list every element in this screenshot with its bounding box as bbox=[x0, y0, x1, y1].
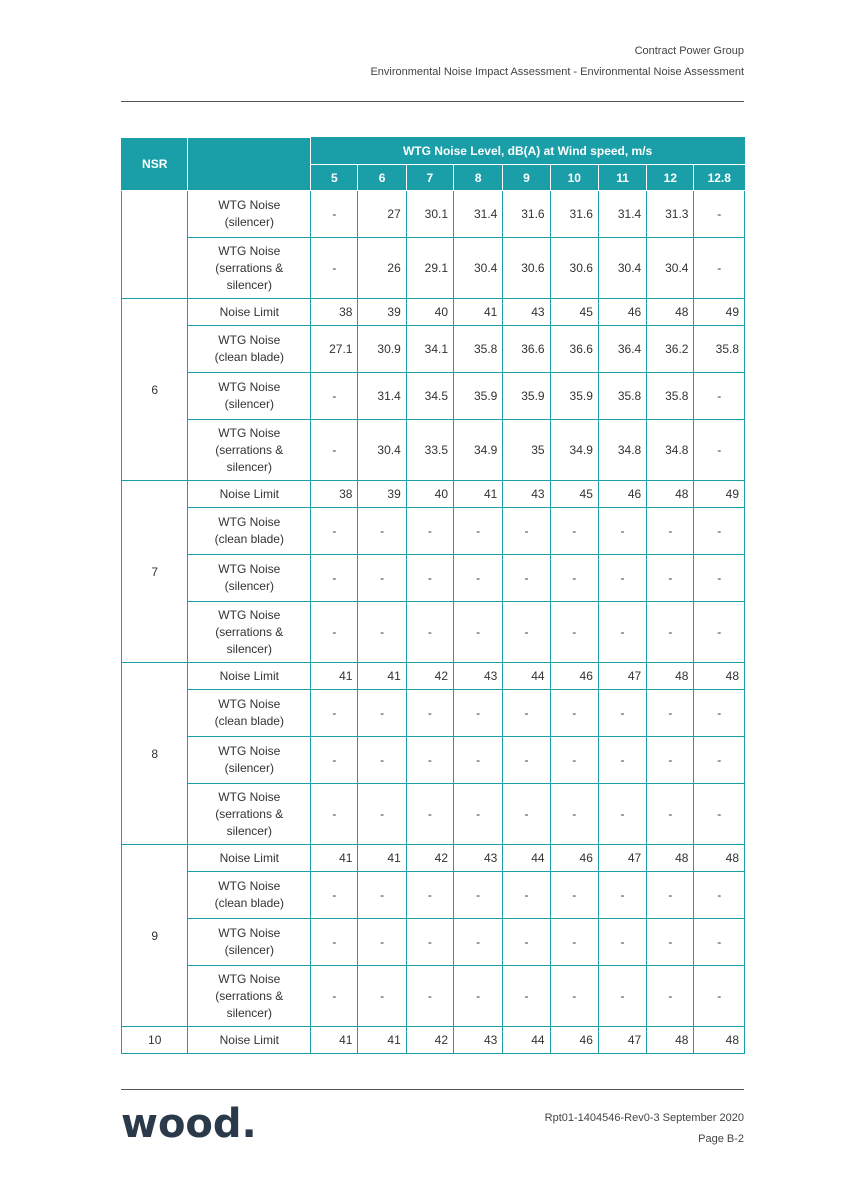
header-rule bbox=[121, 101, 744, 102]
value-cell: - bbox=[358, 872, 406, 919]
value-cell: - bbox=[406, 508, 453, 555]
nsr-cell: 10 bbox=[122, 1027, 188, 1054]
value-cell: 31.4 bbox=[454, 191, 503, 238]
table-row bbox=[122, 737, 745, 784]
row-label bbox=[188, 299, 311, 326]
value-cell: - bbox=[694, 784, 745, 845]
row-label bbox=[188, 420, 311, 481]
value-cell: - bbox=[598, 555, 646, 602]
value-cell: 46 bbox=[550, 845, 598, 872]
value-cell: - bbox=[550, 966, 598, 1027]
row-label bbox=[188, 784, 311, 845]
value-cell: 39 bbox=[358, 299, 406, 326]
value-cell: - bbox=[550, 737, 598, 784]
value-cell: - bbox=[598, 690, 646, 737]
row-label-line: (silencer) bbox=[224, 579, 274, 593]
value-cell: 35.9 bbox=[550, 373, 598, 420]
value-cell: 36.2 bbox=[647, 326, 694, 373]
row-label-line: (serrations & bbox=[215, 442, 284, 457]
value-cell: - bbox=[550, 690, 598, 737]
row-label bbox=[188, 555, 311, 602]
table-row bbox=[122, 326, 745, 373]
value-cell: - bbox=[503, 737, 550, 784]
row-label-line: (clean blade) bbox=[214, 350, 284, 364]
row-label bbox=[188, 845, 311, 872]
value-cell: 49 bbox=[694, 299, 745, 326]
value-cell: - bbox=[406, 966, 453, 1027]
value-cell: - bbox=[311, 966, 358, 1027]
row-label-line: (clean blade) bbox=[214, 532, 284, 546]
value-cell: - bbox=[694, 508, 745, 555]
row-label-line: WTG Noise bbox=[218, 879, 281, 893]
value-cell: - bbox=[406, 555, 453, 602]
value-cell: - bbox=[694, 690, 745, 737]
value-cell: - bbox=[311, 238, 358, 299]
value-cell: - bbox=[358, 555, 406, 602]
value-cell: - bbox=[311, 737, 358, 784]
row-label-line: (serrations & bbox=[215, 988, 284, 1003]
value-cell: - bbox=[647, 737, 694, 784]
value-cell: 41 bbox=[311, 845, 358, 872]
wind-speed-header: 9 bbox=[503, 165, 550, 191]
row-label bbox=[188, 373, 311, 420]
row-label bbox=[188, 737, 311, 784]
table-header-row bbox=[122, 138, 745, 165]
value-cell: - bbox=[503, 872, 550, 919]
value-cell: - bbox=[550, 872, 598, 919]
header-report-title: Environmental Noise Impact Assessment - Environmental Noise Assessment bbox=[370, 66, 744, 78]
value-cell: - bbox=[550, 555, 598, 602]
row-label-line: WTG Noise bbox=[218, 425, 281, 440]
value-cell: 46 bbox=[598, 481, 646, 508]
value-cell: 29.1 bbox=[406, 238, 453, 299]
value-cell: - bbox=[406, 919, 453, 966]
value-cell: - bbox=[550, 508, 598, 555]
value-cell: 40 bbox=[406, 481, 453, 508]
value-cell: 41 bbox=[311, 1027, 358, 1054]
value-cell: 34.9 bbox=[550, 420, 598, 481]
value-cell: 47 bbox=[598, 663, 646, 690]
value-cell: - bbox=[647, 966, 694, 1027]
value-cell: 48 bbox=[647, 663, 694, 690]
value-cell: 49 bbox=[694, 481, 745, 508]
value-cell: - bbox=[358, 919, 406, 966]
value-cell: 39 bbox=[358, 481, 406, 508]
value-cell: 47 bbox=[598, 845, 646, 872]
row-label-line: silencer) bbox=[226, 277, 272, 292]
value-cell: 48 bbox=[647, 1027, 694, 1054]
row-label-line: WTG Noise bbox=[218, 607, 281, 622]
value-cell: - bbox=[454, 690, 503, 737]
value-cell: - bbox=[647, 555, 694, 602]
value-cell: 30.9 bbox=[358, 326, 406, 373]
row-label bbox=[188, 919, 311, 966]
row-label-line: silencer) bbox=[226, 1005, 272, 1020]
row-label bbox=[188, 508, 311, 555]
row-label-line: WTG Noise bbox=[218, 971, 281, 986]
value-cell: 48 bbox=[694, 663, 745, 690]
value-cell: - bbox=[694, 737, 745, 784]
value-cell: - bbox=[694, 555, 745, 602]
row-label-line: Noise Limit bbox=[219, 1032, 279, 1047]
value-cell: 27.1 bbox=[311, 326, 358, 373]
value-cell: 34.5 bbox=[406, 373, 453, 420]
value-cell: - bbox=[503, 784, 550, 845]
value-cell: 31.6 bbox=[503, 191, 550, 238]
table-row bbox=[122, 919, 745, 966]
row-label-line: Noise Limit bbox=[219, 486, 279, 501]
wood-logo: wood. bbox=[121, 1101, 257, 1147]
noise-level-table bbox=[121, 137, 745, 1054]
nsr-header: NSR bbox=[122, 138, 188, 191]
table-row bbox=[122, 373, 745, 420]
row-label-line: Noise Limit bbox=[219, 304, 279, 319]
table-row bbox=[122, 481, 745, 508]
value-cell: - bbox=[454, 555, 503, 602]
value-cell: - bbox=[311, 784, 358, 845]
value-cell: - bbox=[454, 784, 503, 845]
value-cell: - bbox=[598, 919, 646, 966]
value-cell: 44 bbox=[503, 663, 550, 690]
value-cell: - bbox=[358, 508, 406, 555]
value-cell: 48 bbox=[647, 845, 694, 872]
value-cell: 34.8 bbox=[598, 420, 646, 481]
value-cell: 35.8 bbox=[598, 373, 646, 420]
value-cell: - bbox=[598, 784, 646, 845]
value-cell: - bbox=[503, 602, 550, 663]
value-cell: - bbox=[694, 373, 745, 420]
value-cell: 41 bbox=[311, 663, 358, 690]
value-cell: - bbox=[694, 919, 745, 966]
value-cell: - bbox=[647, 784, 694, 845]
value-cell: 34.8 bbox=[647, 420, 694, 481]
row-label-line: silencer) bbox=[226, 641, 272, 656]
row-label-line: WTG Noise bbox=[218, 198, 281, 212]
row-label-line: WTG Noise bbox=[218, 515, 281, 529]
value-cell: - bbox=[406, 737, 453, 784]
row-label bbox=[188, 238, 311, 299]
value-cell: 46 bbox=[550, 1027, 598, 1054]
value-cell: - bbox=[503, 966, 550, 1027]
value-cell: 41 bbox=[454, 481, 503, 508]
footer-report-ref: Rpt01-1404546-Rev0-3 September 2020 bbox=[544, 1112, 744, 1124]
value-cell: 26 bbox=[358, 238, 406, 299]
value-cell: 36.6 bbox=[550, 326, 598, 373]
table-row bbox=[122, 845, 745, 872]
value-cell: - bbox=[550, 784, 598, 845]
value-cell: 45 bbox=[550, 481, 598, 508]
wind-speed-header: 10 bbox=[550, 165, 598, 191]
value-cell: 34.1 bbox=[406, 326, 453, 373]
value-cell: 48 bbox=[647, 299, 694, 326]
value-cell: - bbox=[454, 919, 503, 966]
value-cell: 48 bbox=[694, 1027, 745, 1054]
row-label-line: (clean blade) bbox=[214, 714, 284, 728]
wind-speed-header: 12.8 bbox=[694, 165, 745, 191]
value-cell: - bbox=[694, 872, 745, 919]
row-label bbox=[188, 966, 311, 1027]
table-row bbox=[122, 690, 745, 737]
value-cell: - bbox=[503, 919, 550, 966]
row-label bbox=[188, 663, 311, 690]
row-label-line: (serrations & bbox=[215, 624, 284, 639]
row-label-line: WTG Noise bbox=[218, 562, 281, 576]
row-label-line: WTG Noise bbox=[218, 380, 281, 394]
value-cell: - bbox=[647, 872, 694, 919]
row-label-line: (clean blade) bbox=[214, 896, 284, 910]
row-label-line: (serrations & bbox=[215, 806, 284, 821]
value-cell: - bbox=[550, 602, 598, 663]
value-cell: - bbox=[694, 191, 745, 238]
value-cell: 43 bbox=[454, 1027, 503, 1054]
value-cell: - bbox=[406, 784, 453, 845]
row-label bbox=[188, 690, 311, 737]
value-cell: 38 bbox=[311, 481, 358, 508]
value-cell: 44 bbox=[503, 845, 550, 872]
value-cell: - bbox=[311, 555, 358, 602]
value-cell: 47 bbox=[598, 1027, 646, 1054]
wind-speed-header: 11 bbox=[598, 165, 646, 191]
value-cell: 30.6 bbox=[503, 238, 550, 299]
row-label-line: WTG Noise bbox=[218, 243, 281, 258]
value-cell: 41 bbox=[454, 299, 503, 326]
table-body bbox=[122, 191, 745, 1054]
wind-speed-banner: WTG Noise Level, dB(A) at Wind speed, m/s bbox=[311, 138, 745, 165]
row-label bbox=[188, 872, 311, 919]
value-cell: 31.4 bbox=[358, 373, 406, 420]
value-cell: 30.4 bbox=[358, 420, 406, 481]
wind-speed-header: 6 bbox=[358, 165, 406, 191]
value-cell: 38 bbox=[311, 299, 358, 326]
row-label-line: (silencer) bbox=[224, 761, 274, 775]
value-cell: 30.1 bbox=[406, 191, 453, 238]
value-cell: - bbox=[647, 690, 694, 737]
value-cell: - bbox=[358, 690, 406, 737]
value-cell: - bbox=[311, 690, 358, 737]
value-cell: 35.8 bbox=[694, 326, 745, 373]
value-cell: 44 bbox=[503, 1027, 550, 1054]
nsr-cell: 7 bbox=[122, 481, 188, 663]
value-cell: 31.4 bbox=[598, 191, 646, 238]
value-cell: 46 bbox=[550, 663, 598, 690]
value-cell: 41 bbox=[358, 1027, 406, 1054]
value-cell: - bbox=[503, 690, 550, 737]
table-row bbox=[122, 966, 745, 1027]
value-cell: 42 bbox=[406, 1027, 453, 1054]
header-company: Contract Power Group bbox=[634, 45, 744, 57]
value-cell: 41 bbox=[358, 845, 406, 872]
value-cell: - bbox=[598, 737, 646, 784]
row-label-line: WTG Noise bbox=[218, 926, 281, 940]
value-cell: - bbox=[406, 602, 453, 663]
value-cell: - bbox=[358, 784, 406, 845]
row-label bbox=[188, 1027, 311, 1054]
table-row bbox=[122, 602, 745, 663]
row-label-line: (silencer) bbox=[224, 215, 274, 229]
row-label-line: WTG Noise bbox=[218, 333, 281, 347]
table-row bbox=[122, 238, 745, 299]
table-row bbox=[122, 555, 745, 602]
row-label-line: silencer) bbox=[226, 823, 272, 838]
nsr-cell: 6 bbox=[122, 299, 188, 481]
row-label-header bbox=[188, 138, 311, 191]
nsr-cell: 8 bbox=[122, 663, 188, 845]
value-cell: 48 bbox=[694, 845, 745, 872]
value-cell: - bbox=[406, 690, 453, 737]
row-label-line: (silencer) bbox=[224, 397, 274, 411]
value-cell: 43 bbox=[503, 481, 550, 508]
value-cell: 33.5 bbox=[406, 420, 453, 481]
value-cell: 35 bbox=[503, 420, 550, 481]
footer-rule bbox=[121, 1089, 744, 1090]
value-cell: - bbox=[550, 919, 598, 966]
value-cell: 42 bbox=[406, 663, 453, 690]
value-cell: - bbox=[694, 966, 745, 1027]
value-cell: 35.8 bbox=[647, 373, 694, 420]
wind-speed-header: 7 bbox=[406, 165, 453, 191]
value-cell: - bbox=[647, 919, 694, 966]
nsr-cell: 9 bbox=[122, 845, 188, 1027]
value-cell: - bbox=[454, 966, 503, 1027]
value-cell: 31.3 bbox=[647, 191, 694, 238]
value-cell: 43 bbox=[454, 845, 503, 872]
row-label-line: (silencer) bbox=[224, 943, 274, 957]
wind-speed-header: 12 bbox=[647, 165, 694, 191]
value-cell: - bbox=[454, 872, 503, 919]
row-label-line: WTG Noise bbox=[218, 697, 281, 711]
value-cell: - bbox=[454, 508, 503, 555]
wind-speed-header: 8 bbox=[454, 165, 503, 191]
value-cell: 30.4 bbox=[647, 238, 694, 299]
value-cell: - bbox=[694, 238, 745, 299]
table-row bbox=[122, 508, 745, 555]
value-cell: 45 bbox=[550, 299, 598, 326]
table-row bbox=[122, 299, 745, 326]
value-cell: - bbox=[358, 602, 406, 663]
footer-page-number: Page B-2 bbox=[698, 1133, 744, 1145]
value-cell: 30.6 bbox=[550, 238, 598, 299]
value-cell: - bbox=[358, 966, 406, 1027]
value-cell: 43 bbox=[454, 663, 503, 690]
value-cell: 36.6 bbox=[503, 326, 550, 373]
row-label bbox=[188, 191, 311, 238]
value-cell: 27 bbox=[358, 191, 406, 238]
value-cell: - bbox=[406, 872, 453, 919]
value-cell: - bbox=[311, 373, 358, 420]
value-cell: - bbox=[454, 737, 503, 784]
table-row bbox=[122, 1027, 745, 1054]
value-cell: 31.6 bbox=[550, 191, 598, 238]
table-row bbox=[122, 420, 745, 481]
row-label-line: silencer) bbox=[226, 459, 272, 474]
value-cell: - bbox=[358, 737, 406, 784]
value-cell: - bbox=[598, 966, 646, 1027]
table-row bbox=[122, 784, 745, 845]
value-cell: 30.4 bbox=[598, 238, 646, 299]
value-cell: - bbox=[598, 872, 646, 919]
value-cell: - bbox=[694, 420, 745, 481]
row-label bbox=[188, 602, 311, 663]
value-cell: 35.8 bbox=[454, 326, 503, 373]
value-cell: - bbox=[503, 555, 550, 602]
value-cell: - bbox=[311, 602, 358, 663]
value-cell: - bbox=[694, 602, 745, 663]
table-row bbox=[122, 663, 745, 690]
row-label-line: Noise Limit bbox=[219, 668, 279, 683]
value-cell: 42 bbox=[406, 845, 453, 872]
value-cell: - bbox=[311, 872, 358, 919]
row-label-line: WTG Noise bbox=[218, 789, 281, 804]
value-cell: 46 bbox=[598, 299, 646, 326]
value-cell: - bbox=[311, 191, 358, 238]
value-cell: 35.9 bbox=[503, 373, 550, 420]
nsr-cell bbox=[122, 191, 188, 299]
row-label-line: WTG Noise bbox=[218, 744, 281, 758]
value-cell: - bbox=[647, 602, 694, 663]
row-label-line: Noise Limit bbox=[219, 850, 279, 865]
value-cell: 43 bbox=[503, 299, 550, 326]
value-cell: - bbox=[647, 508, 694, 555]
table-row bbox=[122, 872, 745, 919]
value-cell: 30.4 bbox=[454, 238, 503, 299]
value-cell: - bbox=[503, 508, 550, 555]
value-cell: 36.4 bbox=[598, 326, 646, 373]
table-row bbox=[122, 191, 745, 238]
value-cell: 34.9 bbox=[454, 420, 503, 481]
value-cell: 48 bbox=[647, 481, 694, 508]
value-cell: 41 bbox=[358, 663, 406, 690]
value-cell: - bbox=[598, 602, 646, 663]
value-cell: 35.9 bbox=[454, 373, 503, 420]
value-cell: - bbox=[598, 508, 646, 555]
value-cell: 40 bbox=[406, 299, 453, 326]
value-cell: - bbox=[311, 508, 358, 555]
row-label bbox=[188, 326, 311, 373]
value-cell: - bbox=[311, 919, 358, 966]
value-cell: - bbox=[454, 602, 503, 663]
wind-speed-header: 5 bbox=[311, 165, 358, 191]
row-label-line: (serrations & bbox=[215, 260, 284, 275]
value-cell: - bbox=[311, 420, 358, 481]
row-label bbox=[188, 481, 311, 508]
